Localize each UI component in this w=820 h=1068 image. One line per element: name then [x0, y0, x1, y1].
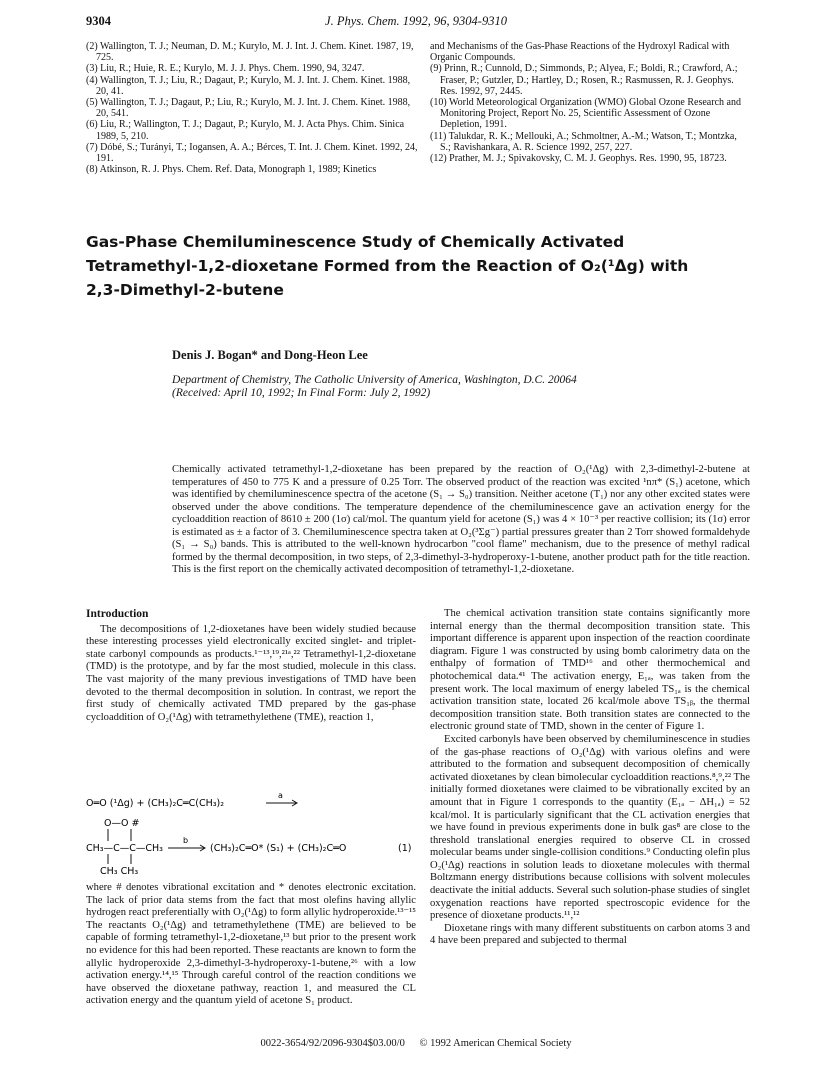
title-line: 2,3-Dimethyl-2-butene	[86, 281, 284, 299]
reaction-scheme-graphic	[86, 791, 416, 882]
reaction-scheme	[86, 791, 416, 877]
title-line: Gas-Phase Chemiluminescence Study of Chemically Activated	[86, 233, 625, 251]
arrow-b-label: b	[183, 836, 189, 845]
reference-item: (11) Talukdar, R. K.; Mellouki, A.; Schmoltner, A.-M.; Watson, T.; Montzka, S.; Ravishankara, A. R. Science 1992, 257, 227.	[430, 130, 737, 153]
reference-item: (6) Liu, R.; Wallington, T. J.; Dagaut, P.; Kurylo, M. J. Acta Phys. Chim. Sinica 1989, 5, 210.	[86, 119, 405, 142]
affiliation-line: Department of Chemistry, The Catholic University of America, Washington, D.C. 20064	[172, 374, 577, 386]
copyright: © 1992 American Chemical Society	[419, 1038, 572, 1049]
reference-item: and Mechanisms of the Gas-Phase Reactions of the Hydroxyl Radical with Organic Compounds.	[430, 41, 730, 64]
right-column	[430, 608, 750, 948]
substituents: CH₃ CH₃	[100, 866, 139, 877]
paragraph: The decompositions of 1,2-dioxetanes have been widely studied because these interesting processes yield electronically excited singlet- and triplet-state carbonyl compounds as products.¹⁻¹³,¹⁹,²¹ᵃ,²² Tetramethyl-1,2-dioxetane (TMD) is the prototype, and by far the most studied, molecule in this class. The vast majority of the many previous investigations of TMD have been devoted to the thermal decomposition in solution. In contrast, we report the first study of chemically activated TMD prepared by the gas-phase cycloaddition of O₂(¹Δg) with tetramethylethene (TME), reaction 1,	[86, 623, 416, 723]
article-title	[86, 230, 746, 302]
reference-item: (2) Wallington, T. J.; Neuman, D. M.; Kurylo, M. J. Int. J. Chem. Kinet. 1987, 19, 725.	[86, 41, 414, 64]
equation-number: (1)	[398, 843, 412, 854]
references-right-column	[430, 41, 748, 164]
arrow-a-label: a	[278, 791, 283, 800]
reference-item: (9) Prinn, R.; Cunnold, D.; Simmonds, P.; Alyea, F.; Boldi, R.; Crawford, A.; Fraser, P.; Gutzler, D.; Hartley, D.; Rosen, R.; Rasmussen, R. J. Geophys. Res. 1992, 97, 2445.	[430, 63, 738, 97]
paragraph: Dioxetane rings with many different substituents on carbon atoms 3 and 4 have been prepared and subjected to thermal	[430, 922, 750, 947]
reference-item: (10) World Meteorological Organization (WMO) Global Ozone Research and Monitoring Project, Report No. 25, Scientific Assessment of Ozone Depletion, 1991.	[430, 97, 741, 131]
running-head	[86, 14, 746, 30]
abstract: Chemically activated tetramethyl-1,2-dioxetane has been prepared by the reaction of O₂(¹Δg) with 2,3-dimethyl-2-butene at temperatures of 450 to 775 K and a pressure of 0.25 Torr. The observed product of the reaction was excited ¹nπ* (S₁) acetone, which was identified by chemiluminescence spectra of the acetone (S₁ → S₀) transition. Neither acetone (T₁) nor any other excited states were observed under the above conditions. The temperature dependence of the chemiluminescence gave an activation energy for the cycloaddition reaction of 8610 ± 200 (1σ) cal/mol. The quantum yield for acetone (S₁) was 4 × 10⁻³ per reactive collision; its (1σ) error is estimated as ± a factor of 3. Chemiluminescence spectra taken at O₂(³Σg⁻) partial pressures greater than 2 Torr showed formaldehyde (S₁ → S₀) bands. This is attributed to the well-known hydrocarbon "cool flame" mechanism, due to the presence of methyl radical formed by the thermal decomposition, in two steps, of 2,3-dimethyl-3-hydroperoxy-1-butene, another product path for the title reaction. This is the first report on the chemically activated decomposition of tetramethyl-1,2-dioxetane.	[172, 464, 750, 575]
reference-item: (7) Dóbé, S.; Turányi, T.; Iogansen, A. A.; Bérces, T. Int. J. Chem. Kinet. 1992, 24, 191.	[86, 141, 418, 165]
scheme-line-1: O═O (¹Δg) + (CH₃)₂C═C(CH₃)₂	[86, 798, 225, 809]
journal-volume: 1992, 96, 9304-9310	[402, 14, 507, 28]
reference-item: (8) Atkinson, R. J. Phys. Chem. Ref. Data, Monograph 1, 1989; Kinetics	[86, 164, 377, 176]
left-column	[86, 608, 416, 724]
left-column-continued	[86, 882, 416, 1008]
section-heading: Introduction	[86, 608, 149, 620]
reference-item: (4) Wallington, T. J.; Liu, R.; Dagaut, P.; Kurylo, M. J. Int. J. Chem. Kinet. 1988, 20, 41.	[86, 74, 411, 97]
paragraph: Excited carbonyls have been observed by chemiluminescence in studies of the gas-phase reactions of O₂(¹Δg) with various olefins and were attributed to the formation and subsequent decomposition of chemically activated dioxetanes by clean bimolecular cycloaddition reactions.⁸,⁹,²² The initially formed dioxetanes were claimed to be vibrationally excited by an amount that in Figure 1 corresponds to the quantity (E₁ₐ − ΔH₁ₐ) = 52 kcal/mol. It is particularly significant that the CL activation energies that we have found in previous experiments done in bulk gas⁸ are close to the threshold translational energies required to observe CL in crossed molecular beams under single-collision conditions.⁹ Conducting olefin plus O₂(¹Δg) reactions in solution leads to dioxetane molecules with thermal Boltzmann energy distributions because collisions with solvent molecules deactivate the initial adducts. Several such solution-phase studies of singlet oxygenation reactions have reported spectroscopic evidence for the presence of dioxetane products.¹¹,¹²	[430, 733, 750, 922]
scheme-line-2-right: (CH₃)₂C═O* (S₁) + (CH₃)₂C═O	[210, 843, 347, 854]
authors: Denis J. Bogan* and Dong-Heon Lee	[172, 348, 368, 362]
article-code: 0022-3654/92/2096-9304$03.00/0	[260, 1038, 405, 1049]
page-footer	[86, 1038, 746, 1049]
affiliation	[172, 374, 577, 400]
page-number: 9304	[86, 14, 111, 28]
scheme-line-2-left: CH₃—C—C—CH₃	[86, 843, 163, 854]
references-left-column	[86, 41, 418, 175]
journal-name: J. Phys. Chem.	[325, 14, 400, 28]
journal-citation	[86, 14, 746, 29]
title-line: Tetramethyl-1,2-dioxetane Formed from the Reaction of O₂(¹Δg) with	[86, 257, 689, 275]
paragraph: The chemical activation transition state contains significantly more internal energy than the thermal decomposition transition state. This important difference is apparent upon inspection of the reaction coordinate diagram. Figure 1 was constructed by using bomb calorimetry data on the enthalpy of formation of TMD¹⁶ and other thermochemical and photochemical data.⁴¹ The activation energy, E₁ₐ, was taken from the present work. The local maximum of energy labeled TS₁ₐ is the chemical activation transition state, located 26 kcal/mole above TS₁ᵦ, the thermal decomposition transition state. Both transition states are connected to the electronic ground state of TMD, shown in the center of Figure 1.	[430, 608, 750, 733]
reference-item: (3) Liu, R.; Huie, R. E.; Kurylo, M. J. J. Phys. Chem. 1990, 94, 3247.	[86, 63, 365, 75]
reference-item: (12) Prather, M. J.; Spivakovsky, C. M. J. Geophys. Res. 1990, 95, 18723.	[430, 153, 727, 165]
received-dates: (Received: April 10, 1992; In Final Form: July 2, 1992)	[172, 387, 431, 399]
reference-item: (5) Wallington, T. J.; Dagaut, P.; Liu, R.; Kurylo, M. J. Int. J. Chem. Kinet. 1988, 20, 541.	[86, 97, 411, 120]
paragraph: where # denotes vibrational excitation and * denotes electronic excitation. The lack of prior data stems from the fact that most olefins having allylic hydrogen react preferentially with O₂(¹Δg) to form allylic hydroperoxide.¹³⁻¹⁵ The reactants O₂(¹Δg) and tetramethylethene (TME) are believed to be capable of forming tetramethyl-1,2-dioxetane,¹³ but prior to the present work no evidence for this had been reported. These reactants are known to form the allylic hydroperoxide 2,3-dimethyl-3-hydroperoxy-1-butene,²⁶ with a low activation energy.¹⁴,¹⁵ Through careful control of the reaction conditions we have observed the dioxetane pathway, reaction 1, and measured the CL activation energy and the quantum yield of acetone S₁ product.	[86, 882, 416, 1007]
ring-top: O—O #	[104, 818, 140, 829]
